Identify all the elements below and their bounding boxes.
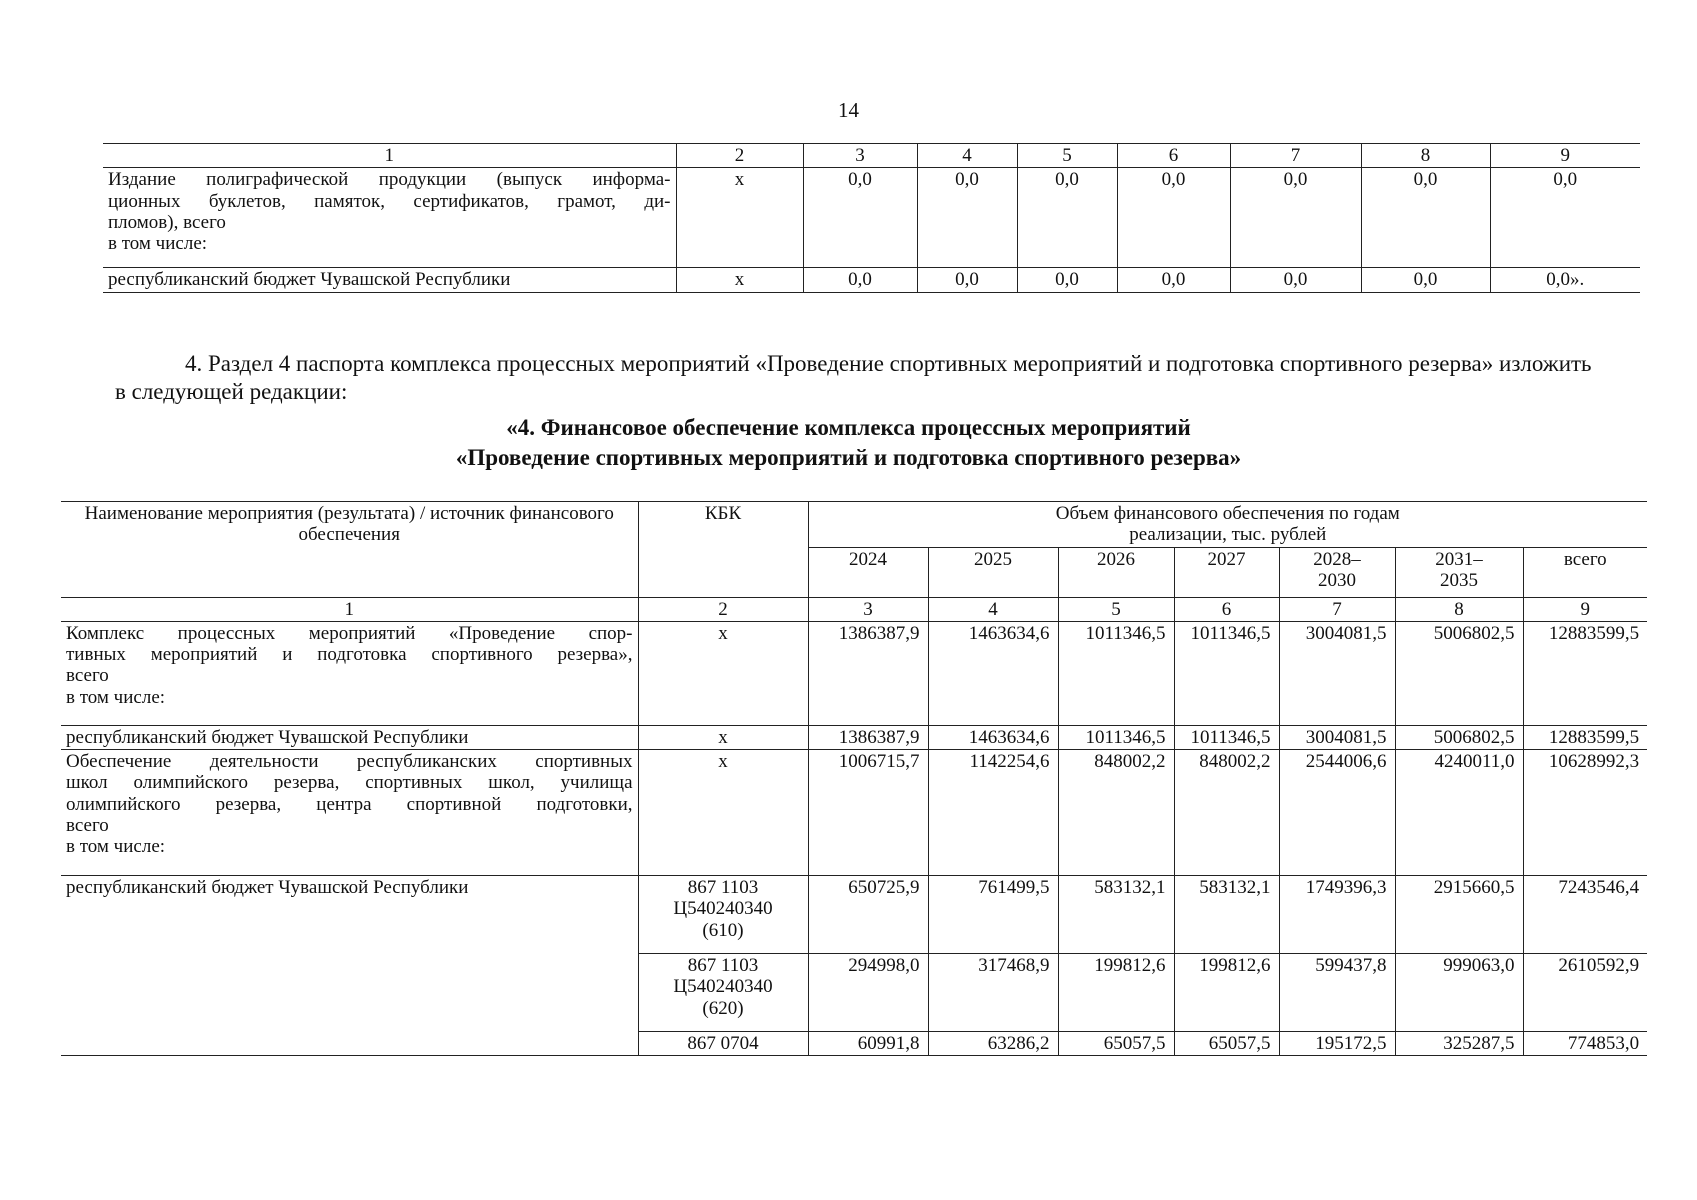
row-name-cell: республиканский бюджет Чувашской Республики [61, 876, 638, 1056]
table-row [61, 621, 1647, 725]
value-cell: 63286,2 [928, 1032, 1058, 1056]
name-line: Издание полиграфической продукции (выпуск информа- [108, 169, 671, 191]
value-cell: 12883599,5 [1523, 725, 1647, 749]
continuation-table [103, 143, 1640, 293]
value-cell: 65057,5 [1174, 1032, 1279, 1056]
value-cell: 0,0 [917, 268, 1017, 292]
kbk-cell: х [638, 750, 808, 876]
value-cell: 1386387,9 [808, 725, 928, 749]
kbk-line: 867 1103 [687, 955, 759, 977]
value-cell: 5006802,5 [1395, 621, 1523, 725]
col-number: 1 [103, 144, 676, 168]
col-number: 2 [638, 597, 808, 621]
header-name: Наименование мероприятия (результата) / источник финансового обеспечения [61, 502, 638, 598]
kbk-cell: х [676, 168, 803, 268]
name-line: олимпийского резерва, центра спортивной подготовки, [66, 793, 633, 815]
col-number: 5 [1058, 597, 1174, 621]
value-cell: 0,0 [1230, 168, 1361, 268]
value-cell: 583132,1 [1174, 876, 1279, 954]
name-line: ционных буклетов, памяток, сертификатов, грамот, ди- [108, 190, 671, 212]
value-cell: 1011346,5 [1174, 621, 1279, 725]
value-cell: 761499,5 [928, 876, 1058, 954]
row-name-cell [103, 168, 676, 268]
value-cell: 0,0 [1490, 168, 1640, 268]
value-cell: 1011346,5 [1174, 725, 1279, 749]
row-name-cell: республиканский бюджет Чувашской Республики [61, 725, 638, 749]
name-line: в том числе: [108, 233, 208, 255]
value-cell: 2610592,9 [1523, 954, 1647, 1032]
col-number: 6 [1117, 144, 1230, 168]
kbk-line: Ц540240340 [673, 898, 773, 920]
name-line: пломов), всего [108, 211, 226, 233]
section-subtitle: «Проведение спортивных мероприятий и подготовка спортивного резерва» [455, 445, 1242, 470]
header-year-line: 2035 [1440, 569, 1478, 591]
value-cell: 0,0 [1017, 268, 1117, 292]
name-line: всего [66, 814, 109, 836]
value-cell: 1749396,3 [1279, 876, 1395, 954]
table-row [61, 876, 1647, 954]
name-line: в том числе: [66, 836, 166, 858]
col-number: 5 [1017, 144, 1117, 168]
kbk-line: 867 1103 [687, 877, 759, 899]
value-cell: 65057,5 [1058, 1032, 1174, 1056]
header-total: всего [1523, 547, 1647, 597]
value-cell: 0,0 [1117, 268, 1230, 292]
name-line: Обеспечение деятельности республиканских спортивных [66, 751, 633, 773]
value-cell: 3004081,5 [1279, 621, 1395, 725]
value-cell: 0,0 [803, 168, 917, 268]
value-cell: 4240011,0 [1395, 750, 1523, 876]
value-cell: 1006715,7 [808, 750, 928, 876]
value-cell: 848002,2 [1174, 750, 1279, 876]
col-number: 8 [1361, 144, 1490, 168]
col-number: 3 [808, 597, 928, 621]
kbk-cell [638, 954, 808, 1032]
header-year [1395, 547, 1523, 597]
header-row [61, 502, 1647, 548]
row-name-cell: республиканский бюджет Чувашской Республики [103, 268, 676, 292]
value-cell: 650725,9 [808, 876, 928, 954]
section-title: «4. Финансовое обеспечение комплекса процессных мероприятий [506, 415, 1191, 440]
col-number: 6 [1174, 597, 1279, 621]
value-cell: 1463634,6 [928, 725, 1058, 749]
kbk-cell: х [638, 725, 808, 749]
value-cell: 10628992,3 [1523, 750, 1647, 876]
row-name-cell [61, 621, 638, 725]
value-cell: 60991,8 [808, 1032, 928, 1056]
value-cell: 1463634,6 [928, 621, 1058, 725]
value-cell: 599437,8 [1279, 954, 1395, 1032]
header-volume-line: Объем финансового обеспечения по годам [1055, 503, 1400, 524]
header-volume-line: реализации, тыс. рублей [1129, 524, 1327, 546]
name-line: всего [66, 665, 109, 687]
value-cell: 325287,5 [1395, 1032, 1523, 1056]
name-line: школ олимпийского резерва, спортивных школ, училища [66, 772, 633, 794]
financing-table [61, 501, 1647, 1056]
kbk-line: (620) [702, 997, 744, 1019]
value-cell: 199812,6 [1174, 954, 1279, 1032]
col-number: 9 [1490, 144, 1640, 168]
value-cell: 1011346,5 [1058, 725, 1174, 749]
kbk-cell: 867 0704 [638, 1032, 808, 1056]
value-cell: 2915660,5 [1395, 876, 1523, 954]
value-cell: 999063,0 [1395, 954, 1523, 1032]
name-line: тивных мероприятий и подготовка спортивного резерва», [66, 644, 633, 666]
value-cell: 1142254,6 [928, 750, 1058, 876]
header-year: 2025 [928, 547, 1058, 597]
header-year-line: 2030 [1318, 569, 1356, 591]
header-year: 2024 [808, 547, 928, 597]
amendment-paragraph: 4. Раздел 4 паспорта комплекса процессных мероприятий «Проведение спортивных мероприятий и подготовка спортивного резерва» изложить в следующей редакции: [115, 351, 1592, 405]
value-cell: 1011346,5 [1058, 621, 1174, 725]
value-cell: 774853,0 [1523, 1032, 1647, 1056]
value-cell: 0,0 [1230, 268, 1361, 292]
kbk-cell: х [638, 621, 808, 725]
col-number: 2 [676, 144, 803, 168]
page-number: 14 [838, 98, 859, 122]
value-cell: 12883599,5 [1523, 621, 1647, 725]
value-cell: 195172,5 [1279, 1032, 1395, 1056]
header-year: 2027 [1174, 547, 1279, 597]
header-year-line: 2028– [1313, 548, 1361, 570]
col-number: 7 [1279, 597, 1395, 621]
value-cell: 294998,0 [808, 954, 928, 1032]
value-cell: 7243546,4 [1523, 876, 1647, 954]
table-row [103, 268, 1640, 292]
column-numbers-row [103, 144, 1640, 168]
value-cell: 0,0 [1361, 268, 1490, 292]
col-number: 4 [928, 597, 1058, 621]
value-cell: 0,0 [917, 168, 1017, 268]
header-year-line: 2031– [1435, 548, 1483, 570]
value-cell: 0,0 [1017, 168, 1117, 268]
kbk-line: (610) [702, 919, 744, 941]
table-row [103, 168, 1640, 268]
table-row [61, 750, 1647, 876]
kbk-line: Ц540240340 [673, 976, 773, 998]
header-volume [808, 502, 1647, 548]
header-year: 2026 [1058, 547, 1174, 597]
col-number: 8 [1395, 597, 1523, 621]
table-row [61, 725, 1647, 749]
value-cell: 1386387,9 [808, 621, 928, 725]
name-line: в том числе: [66, 686, 166, 708]
col-number: 9 [1523, 597, 1647, 621]
col-number: 4 [917, 144, 1017, 168]
col-number: 3 [803, 144, 917, 168]
value-cell: 2544006,6 [1279, 750, 1395, 876]
col-number: 7 [1230, 144, 1361, 168]
kbk-cell: х [676, 268, 803, 292]
value-cell: 5006802,5 [1395, 725, 1523, 749]
value-cell: 3004081,5 [1279, 725, 1395, 749]
value-cell: 0,0». [1490, 268, 1640, 292]
value-cell: 0,0 [1117, 168, 1230, 268]
row-name-cell [61, 750, 638, 876]
value-cell: 0,0 [803, 268, 917, 292]
column-numbers-row [61, 597, 1647, 621]
value-cell: 317468,9 [928, 954, 1058, 1032]
value-cell: 199812,6 [1058, 954, 1174, 1032]
value-cell: 0,0 [1361, 168, 1490, 268]
kbk-cell [638, 876, 808, 954]
name-line: Комплекс процессных мероприятий «Проведение спор- [66, 622, 633, 644]
value-cell: 848002,2 [1058, 750, 1174, 876]
header-kbk: КБК [638, 502, 808, 598]
col-number: 1 [61, 597, 638, 621]
value-cell: 583132,1 [1058, 876, 1174, 954]
header-year [1279, 547, 1395, 597]
